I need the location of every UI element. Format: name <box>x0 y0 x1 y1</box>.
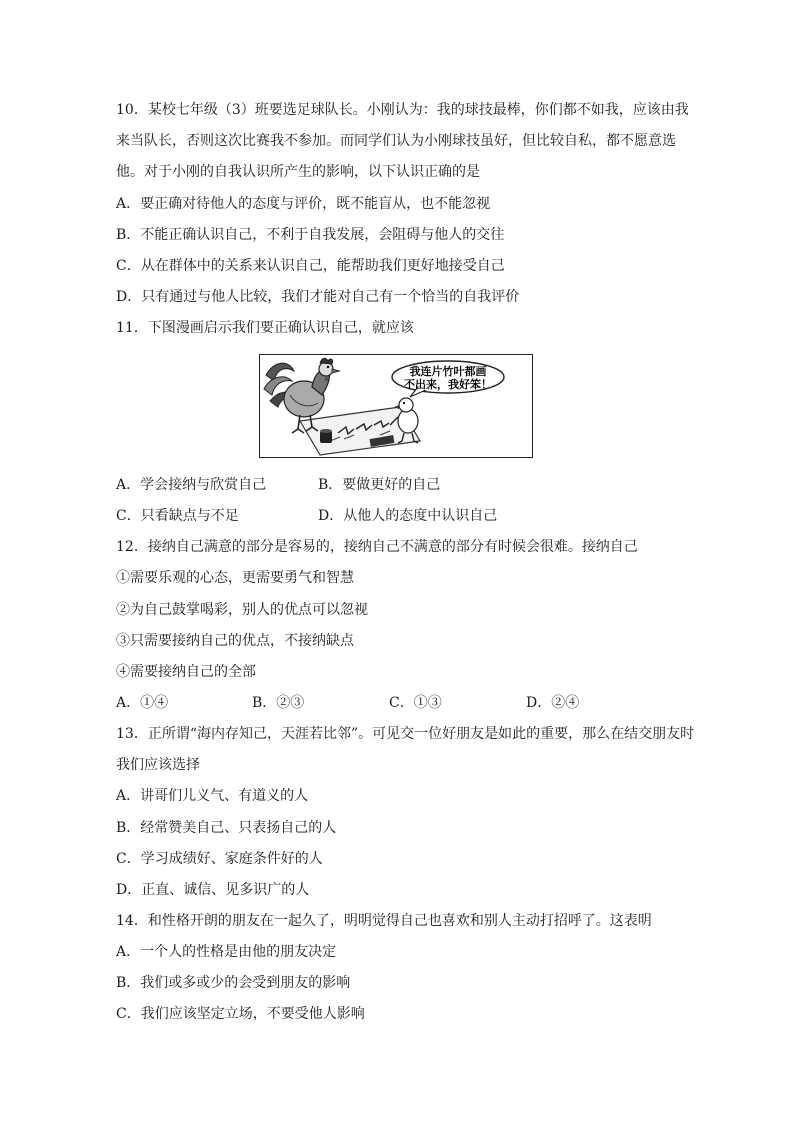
q13-stem-line2: 我们应该选择 <box>116 757 200 773</box>
q11-option-c: C．只看缺点与不足 <box>116 508 239 524</box>
q10-option-d: D．只有通过与他人比较，我们才能对自己有一个恰当的自我评价 <box>116 289 520 305</box>
q10-option-b: B．不能正确认识自己，不利于自我发展，会阻碍与他人的交往 <box>116 227 505 243</box>
q11-stem: 11．下图漫画启示我们要正确认识自己，就应该 <box>116 320 414 336</box>
q10-stem-line2: 来当队长，否则这次比赛我不参加。而同学们认为小刚球技虽好，但比较自私，都不愿意选 <box>116 133 676 149</box>
q12-item-2: ②为自己鼓掌喝彩，别人的优点可以忽视 <box>116 602 368 618</box>
q10-stem-line3: 他。对于小刚的自我认识所产生的影响，以下认识正确的是 <box>116 164 480 180</box>
q14-stem: 14．和性格开朗的朋友在一起久了，明明觉得自己也喜欢和别人主动打招呼了。这表明 <box>116 913 652 929</box>
q11-option-a: A．学会接纳与欣赏自己 <box>116 477 267 493</box>
q13-option-a: A．讲哥们儿义气、有道义的人 <box>116 788 309 804</box>
q11-option-b: B．要做更好的自己 <box>318 477 441 493</box>
q12-option-d: D．②④ <box>526 695 580 711</box>
q12-option-b: B．②③ <box>252 695 305 711</box>
rooster-chick-cartoon <box>259 354 533 458</box>
q12-item-3: ③只需要接纳自己的优点，不接纳缺点 <box>116 633 354 649</box>
q11-option-d: D．从他人的态度中认识自己 <box>318 508 498 524</box>
q10-option-a: A．要正确对待他人的态度与评价，既不能盲从，也不能忽视 <box>116 196 491 212</box>
q12-item-4: ④需要接纳自己的全部 <box>116 664 256 680</box>
q13-option-c: C．学习成绩好、家庭条件好的人 <box>116 851 323 867</box>
q14-option-a: A．一个人的性格是由他的朋友决定 <box>116 944 337 960</box>
q13-option-d: D．正直、诚信、见多识广的人 <box>116 882 310 898</box>
q12-item-1: ①需要乐观的心态，更需要勇气和智慧 <box>116 570 354 586</box>
q14-option-c: C．我们应该坚定立场，不要受他人影响 <box>116 1006 365 1022</box>
q13-stem-line1: 13．正所谓“海内存知己，天涯若比邻”。可见交一位好朋友是如此的重要，那么在结交朋友时 <box>116 726 695 742</box>
q12-option-c: C．①③ <box>389 695 442 711</box>
q12-option-a: A．①④ <box>116 695 169 711</box>
q12-stem: 12．接纳自己满意的部分是容易的，接纳自己不满意的部分有时候会很难。接纳自己 <box>116 539 638 555</box>
q13-option-b: B．经常赞美自己、只表扬自己的人 <box>116 820 337 836</box>
speech-bubble-line1: 我连片竹叶都画 <box>409 365 487 378</box>
q10-stem-line1: 10．某校七年级（3）班要选足球队长。小刚认为：我的球技最棒，你们都不如我，应该由我 <box>116 102 689 118</box>
q10-option-c: C．从在群体中的关系来认识自己，能帮助我们更好地接受自己 <box>116 258 505 274</box>
q14-option-b: B．我们或多或少的会受到朋友的影响 <box>116 975 351 991</box>
speech-bubble-line2: 不出来，我好笨！ <box>404 378 492 391</box>
cartoon-illustration <box>260 355 531 456</box>
